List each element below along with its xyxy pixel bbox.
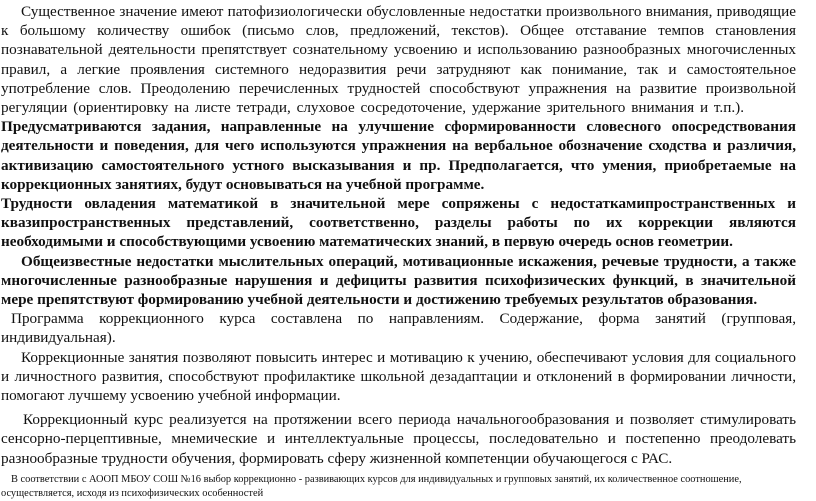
paragraph-attention-text: Существенное значение имеют патофизиологически обусловленные недостатки произвольного внимания, приводящие к большому количеству ошибок (письмо слов, предложений, текстов). Общее отставание темпов становления познавательной деятельности препятствует сознательному усвоению и использованию разнообразных многочисленных правил, а легкие проявления системного недоразвития речи затрудняют как понимание, так и самостоятельное употребление слов. Преодолению перечисленных трудностей способствуют упражнения на развитие произвольной регуляции (ориентировку на листе тетради, слуховое сосредоточение, удержание зрительного внимания и т.п.). <box>1 3 796 117</box>
footnote: В соответствии с АООП МБОУ СОШ №16 выбор коррекционно - развивающих курсов для индивидуальных и групповых занятий, их количественное соотношение, осуществляется, исходя из психофизических особенностей <box>1 473 742 499</box>
paragraph-math: Трудности овладения математикой в значительной мере сопряжены с недостаткамипространственных и квазипространственных представлений, соответственно, разделы работы по их коррекции являются необходимыми и способствующими усвоению математических знаний, в первую очередь основ геометрии. <box>1 195 796 251</box>
paragraph-attention-bold-text: Предусматриваются задания, направленные на улучшение сформированности словесного опосредствования деятельности и поведения, для чего используются упражнения на вербальное обозначение сходства и различия, активизацию самостоятельного устного высказывания и пр. Предполагается, что умения, приобретаемые на коррекционных занятиях, будут основываться на учебной программе. <box>1 118 796 193</box>
paragraph-attention <box>1 2 796 194</box>
paragraph-program: Программа коррекционного курса составлена по направлениям. Содержание, форма занятий (групповая, индивидуальная). <box>1 310 796 347</box>
paragraph-correction-course: Коррекционный курс реализуется на протяжении всего периода начальногообразования и позволяет стимулировать сенсорно-перцептивные, мнемические и интеллектуальные процессы, последовательно и постепенно преодолевать разнообразные трудности обучения, формировать сферу жизненной компетенции обучающегося с РАС. <box>1 411 796 467</box>
paragraph-general-deficits: Общеизвестные недостатки мыслительных операций, мотивационные искажения, речевые трудности, а также многочисленные разнообразные нарушения и дефициты развития психофизических функций, в значительной мере препятствуют формированию учебной деятельности и достижению требуемых результатов образования. <box>1 252 796 309</box>
paragraph-correction-lessons: Коррекционные занятия позволяют повысить интерес и мотивацию к учению, обеспечивают условия для социального и личностного развития, способствуют профилактике школьной дезадаптации и отклонений в формировании личности, помогают лучшему усвоению учебной информации. <box>1 348 796 405</box>
